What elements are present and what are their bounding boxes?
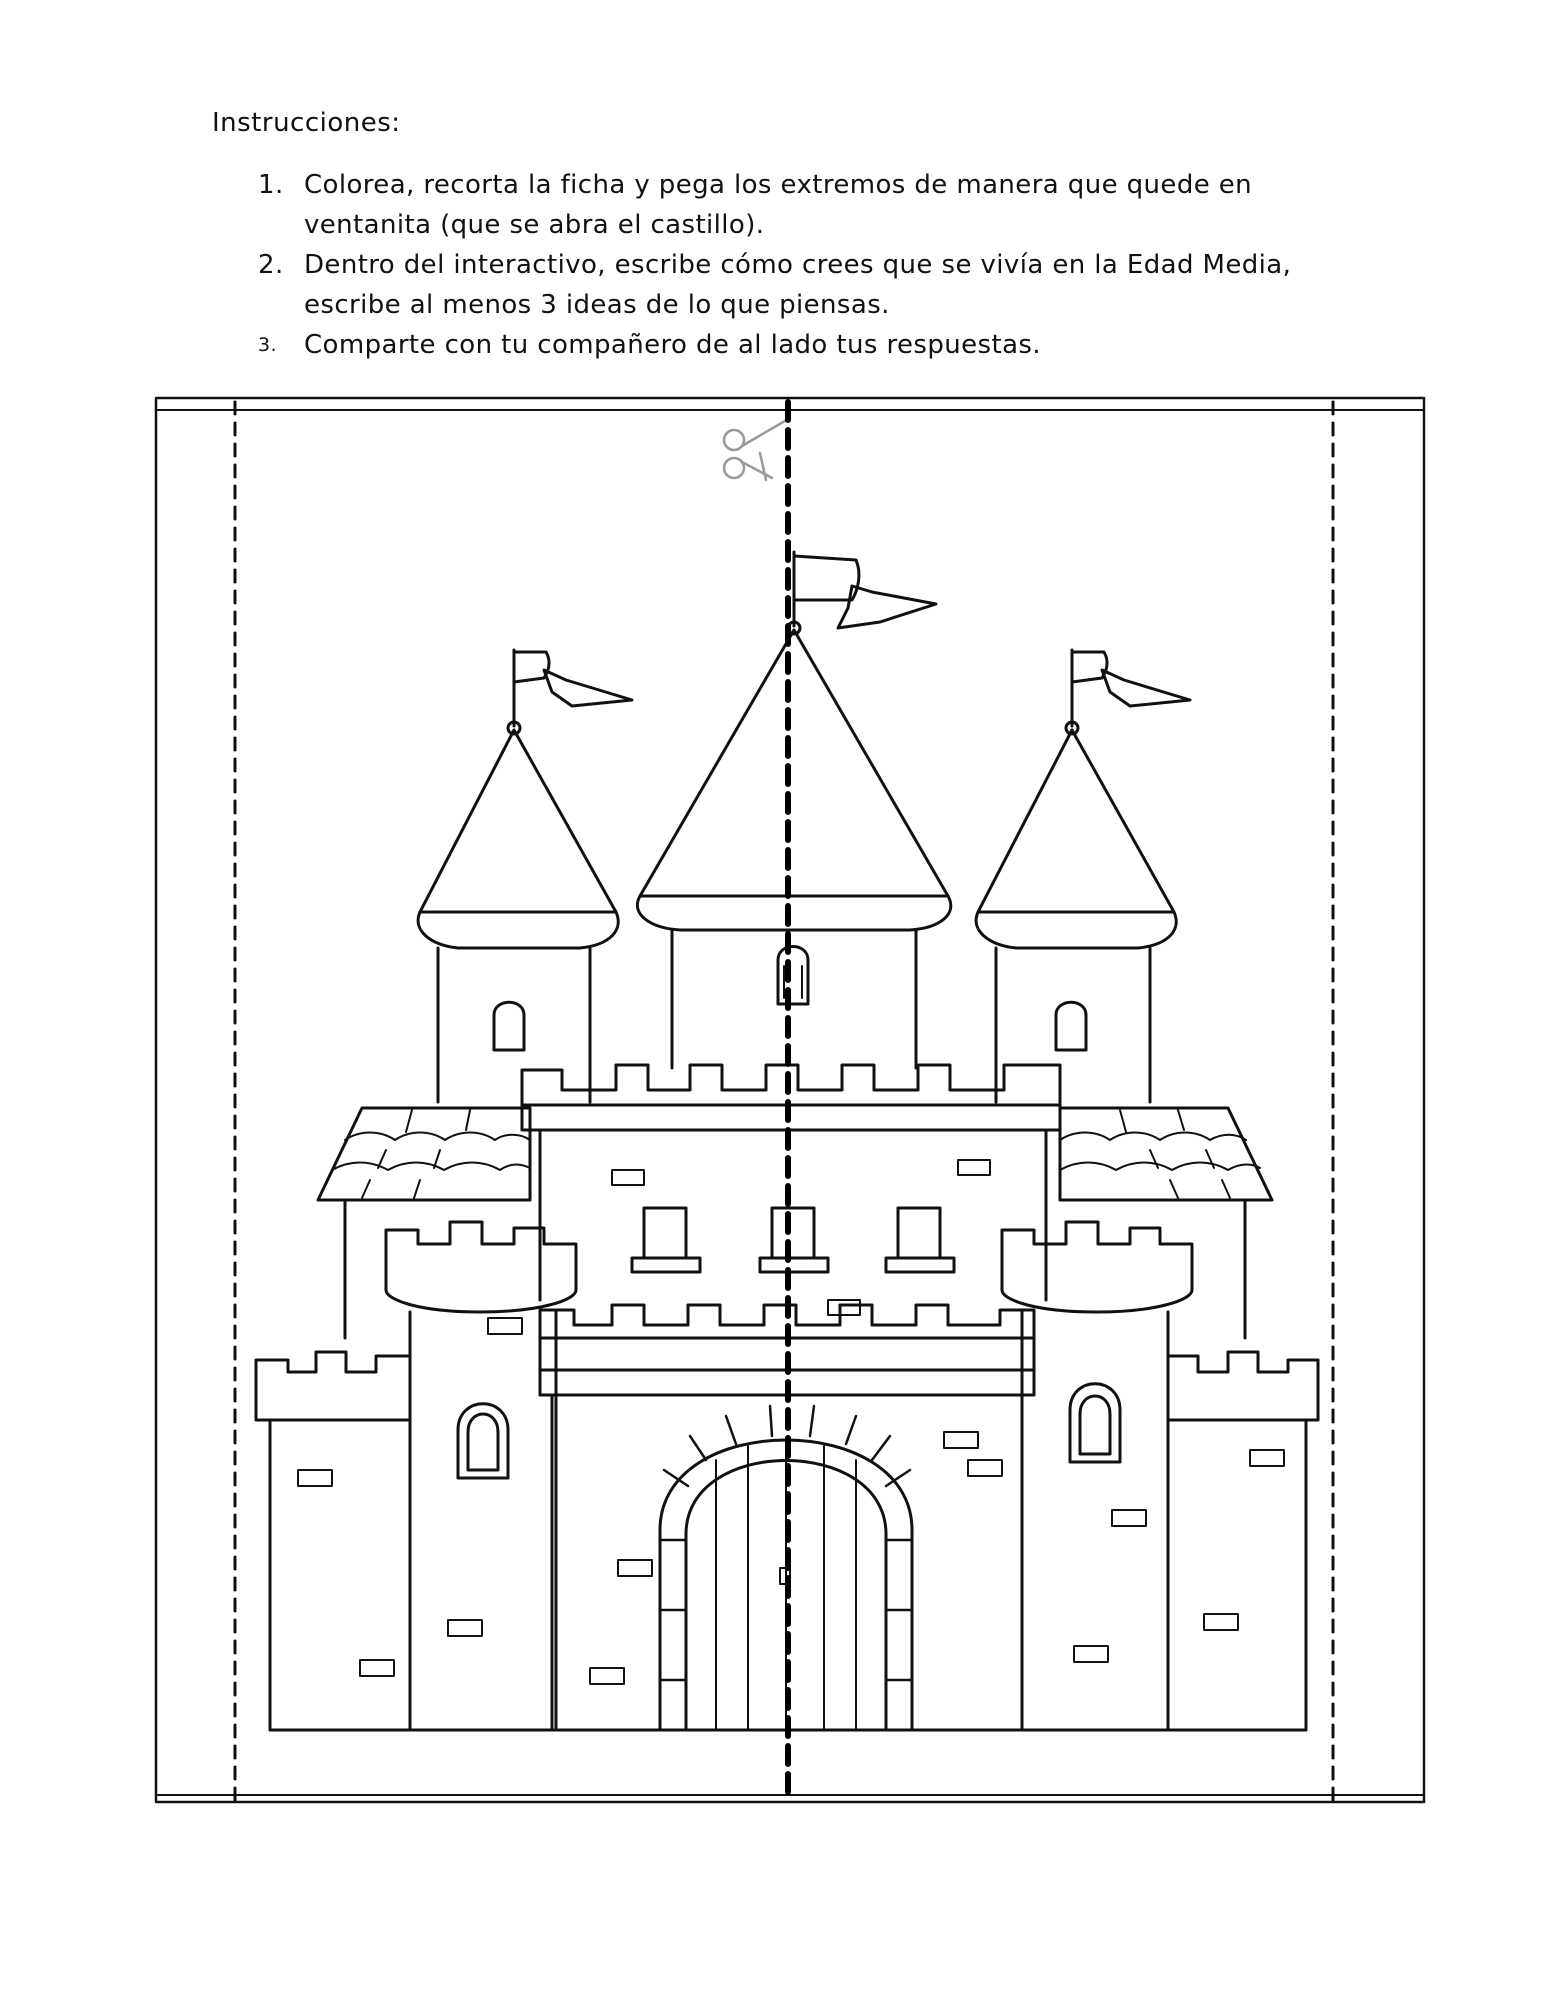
step-number-3: 3.	[258, 334, 277, 356]
step-text-3: Comparte con tu compañero de al lado tus respuestas.	[304, 330, 1042, 360]
tower-round-left	[386, 1222, 576, 1730]
tower-right	[976, 730, 1176, 1102]
tower-left	[418, 730, 618, 1102]
tower-center	[637, 630, 950, 1068]
flag-center	[788, 552, 936, 634]
outer-wall-right	[944, 1352, 1318, 1730]
step-number-2: 2.	[258, 250, 284, 280]
step-text-1: Colorea, recorta la ficha y pega los extremos de manera que quede en ventanita (que se abra el castillo).	[304, 170, 1253, 240]
instructions-heading: Instrucciones:	[212, 108, 401, 138]
step-text-2: Dentro del interactivo, escribe cómo crees que se vivía en la Edad Media, escribe al menos 3 ideas de lo que piensas.	[304, 250, 1292, 320]
outer-wall-left	[256, 1352, 652, 1730]
scissors-icon	[724, 418, 790, 480]
step-number-1: 1.	[258, 170, 284, 200]
tower-round-right	[1002, 1222, 1192, 1730]
flag-left	[508, 650, 632, 734]
roof-left	[318, 1108, 530, 1338]
flag-right	[1066, 650, 1190, 734]
